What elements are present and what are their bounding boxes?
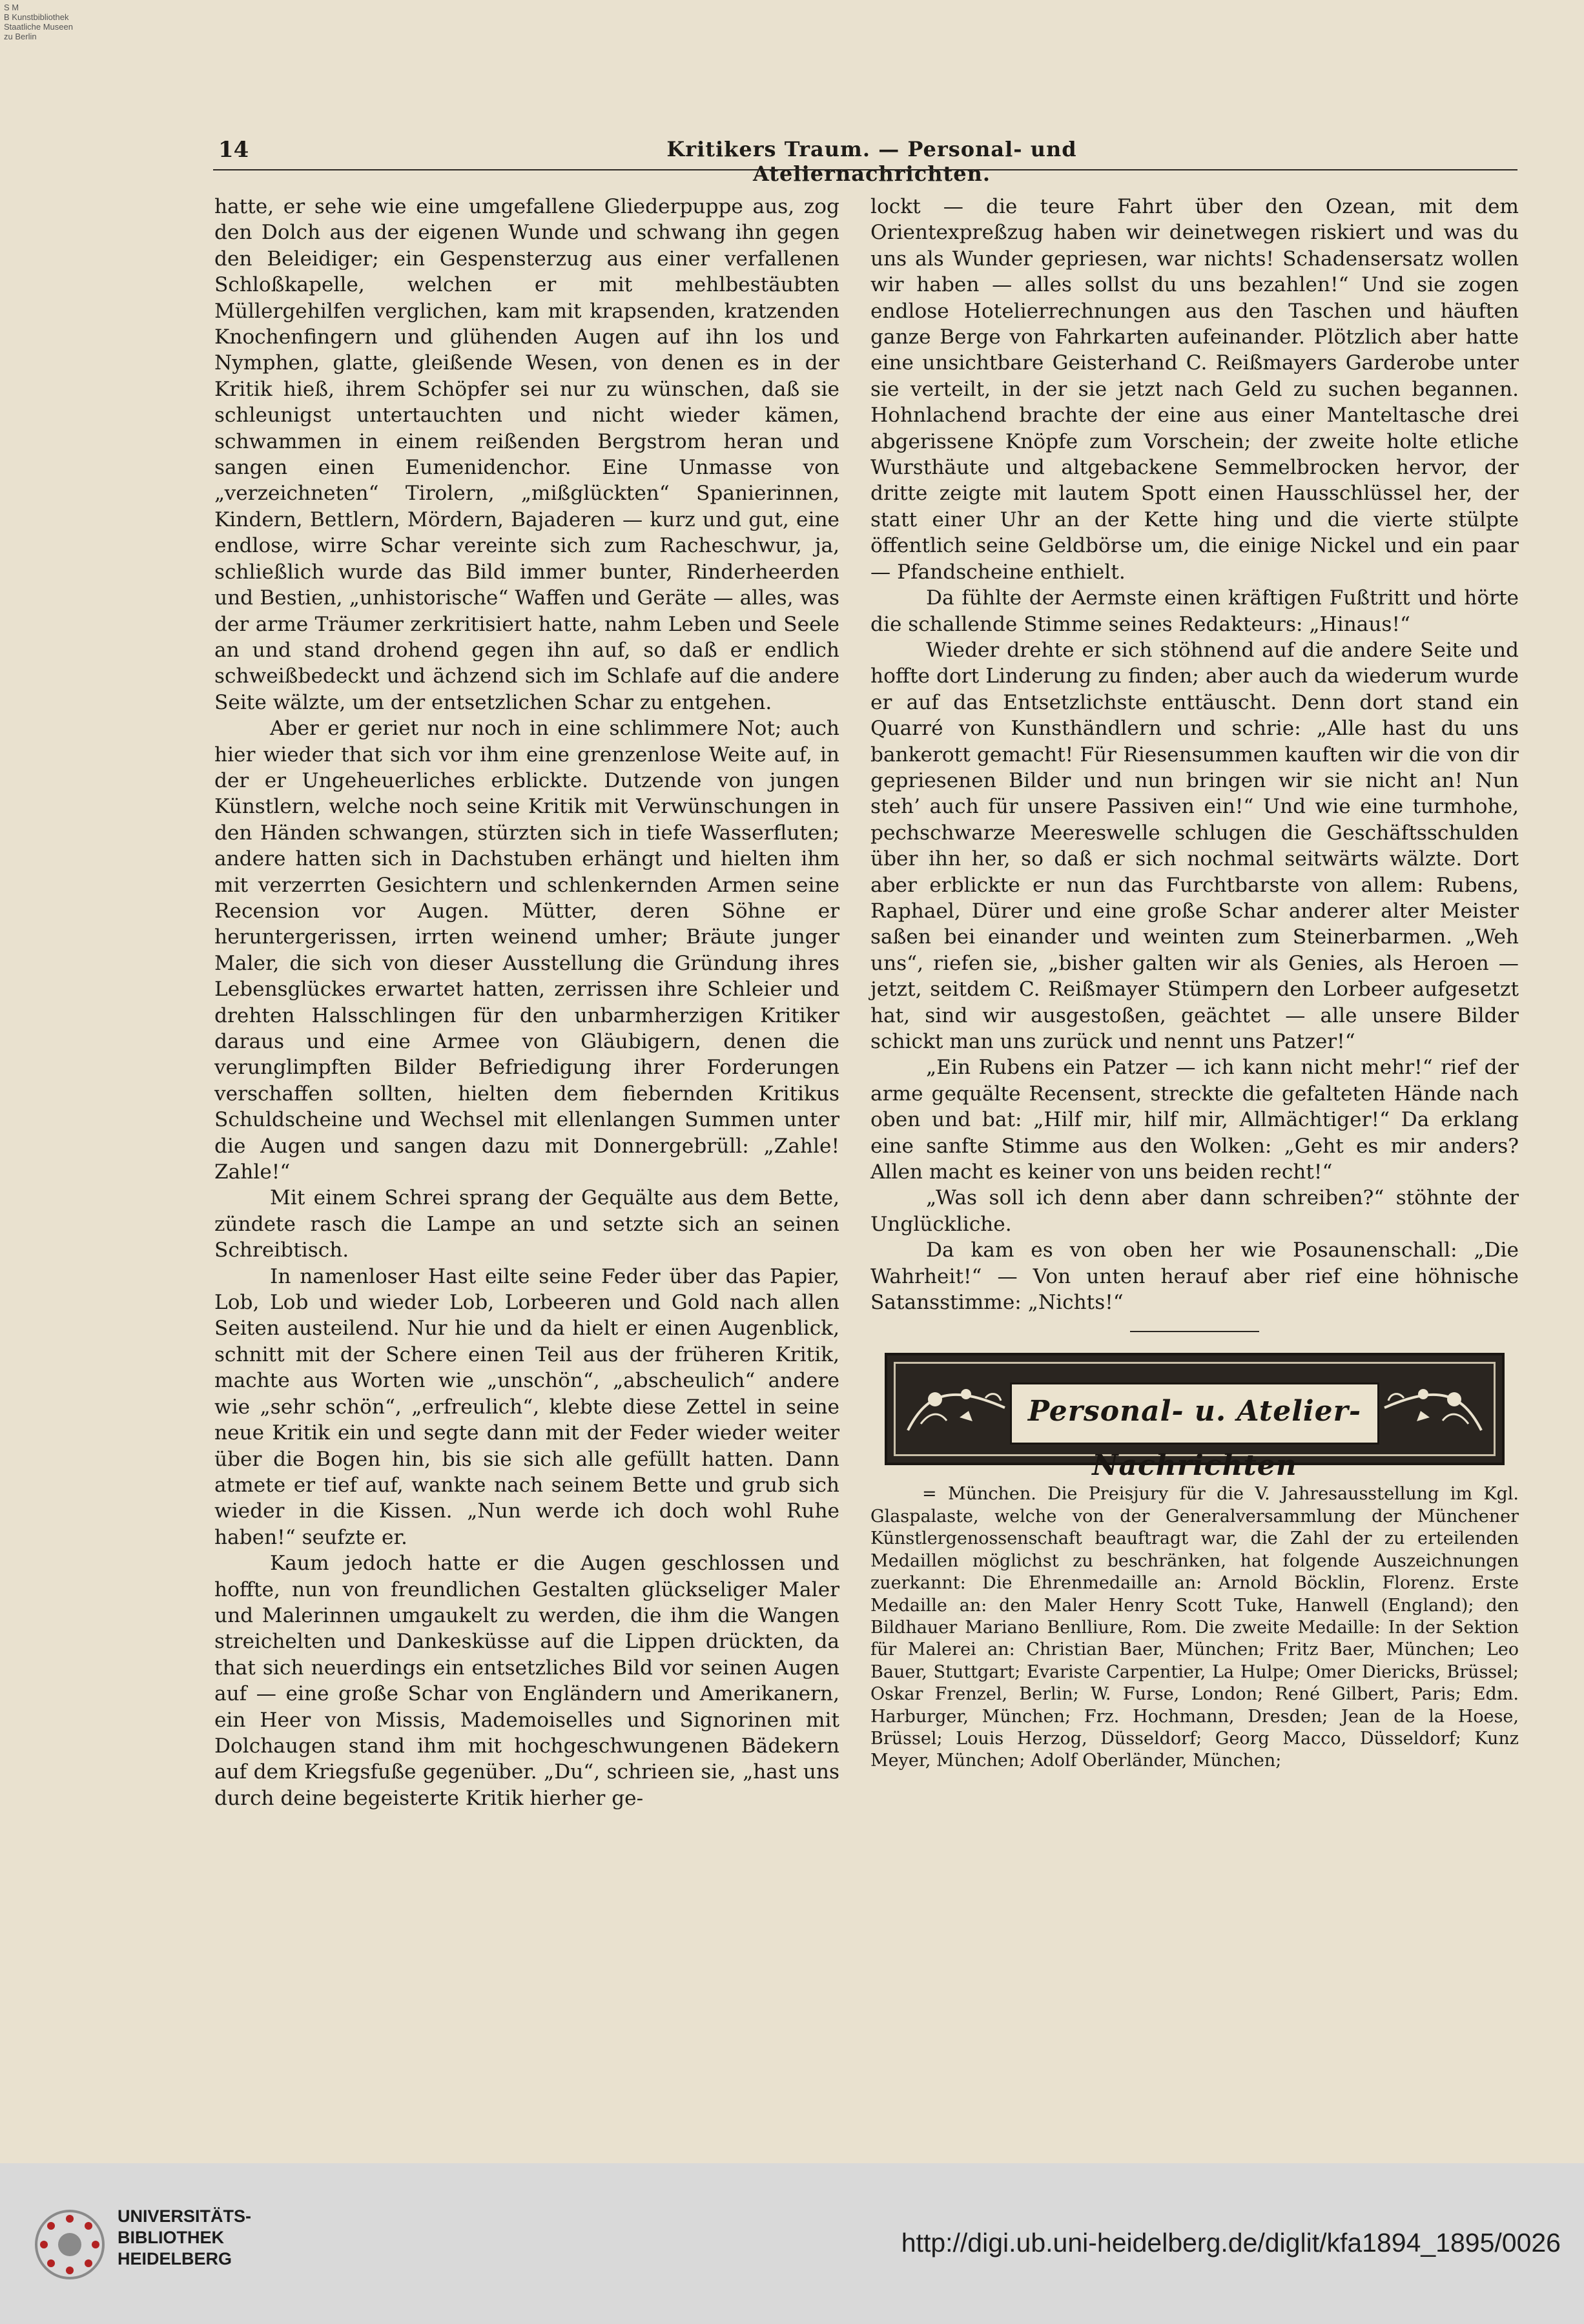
paragraph: hatte, er sehe wie eine umgefallene Gliederpuppe aus, zog den Dolch aus der eigenen Wunde und schwang ihn gegen den Beleidiger; ein Gespensterzug aus einer verfallenen Schloßkapelle, welchen er mit mehlbestäubten Müllergehilfen verglichen, kam mit krapsenden, kratzenden Knochenfingern und glühenden Augen auf ihn los und Nymphen, glatte, gleißende Wesen, von denen es in der Kritik hieß, ihrem Schöpfer sei nur zu wünschen, daß sie schleunigst untertauchten und nicht wieder kämen, schwammen in einem reißenden Bergstrom heran und sangen einen Eumenidenchor. Eine Unmasse von „verzeichneten“ Tirolern, „mißglückten“ Spanierinnen, Kindern, Bettlern, Mördern, Bajaderen — kurz und gut, eine endlose, wirre Schar vereinte sich zum Racheschwur, ja, schließlich wurde das Bild immer bunter, Rinderheerden und Bestien, „unhistorische“ Waffen und Geräte — alles, was der arme Träumer zerkritisiert hatte, nahm Leben und Seele an und stand drohend gegen ihn auf, so daß er endlich schweißbedeckt und ächzend sich im Schlafe auf die andere Seite wälzte, um der entsetzlichen Schar zu entgehen. xyxy=(214,195,839,714)
section-banner xyxy=(885,1353,1505,1483)
page-number: 14 xyxy=(218,137,249,163)
stamp-line: Staatliche Museen xyxy=(4,22,73,32)
running-title: Kritikers Traum. — Personal- und Ateliernachrichten. xyxy=(666,137,1077,186)
paragraph: Da fühlte der Aermste einen kräftigen Fußtritt und hörte die schallende Stimme seines Redakteurs: „Hinaus!“ xyxy=(870,586,1519,636)
paragraph: Aber er geriet nur noch in eine schlimmere Not; auch hier wieder that sich vor ihm eine grenzenlose Weite auf, in der er Ungeheuerliches erblickte. Dutzende von jungen Künstlern, welche noch seine Kritik mit Verwünschungen in den Händen schwangen, stürzten sich in tiefe Wasserfluten; andere hatten sich in Dachstuben erhängt und hielten ihm mit verzerrten Gesichtern und schlenkernden Armen seine Recension vor Augen. Mütter, deren Söhne er heruntergerissen, irrten weinend umher; Bräute junger Maler, die sich von dieser Ausstellung die Gründung ihres Lebensglückes erwartet hatten, zerrissen ihre Schleier und drehten Halsschlingen für den unbarmherzigen Kritiker daraus und eine Armee von Gläubigern, denen die verunglimpften Bilder Befriedigung ihrer Forderungen verschaffen sollten, hielten dem fiebernden Kritikus Schuldscheine und Wechsel mit ellenlangen Summen unter die Augen und sangen dazu mit Donnergebrüll: „Zahle! Zahle!“ xyxy=(214,717,839,1184)
paragraph: Wieder drehte er sich stöhnend auf die andere Seite und hoffte dort Linderung zu finden; aber auch da wiederum wurde er auf das Entsetzlichste enttäuscht. Denn dort stand ein Quarré von Kunsthändlern und schrie: „Alle hast du uns bankerott gemacht! Für Riesensummen kauften wir die von dir gepriesenen Bilder und nun bringen wir sie nicht an! Nun steh’ auch für unsere Passiven ein!“ Und wie eine turmhohe, pechschwarze Meereswelle schlugen die Geschäftsschulden über ihn her, so daß er sich nochmal seitwärts wälzte. Dort aber erblickte er nun das Furchtbarste von allem: Rubens, Raphael, Dürer und eine große Schar anderer alter Meister saßen bei einander und weinten zum Steinerbarmen. „Weh uns“, riefen sie, „bisher galten wir als Genies, als Heroen — jetzt, seitdem C. Reißmayer Stümpern den Lorbeer aufgesetzt hat, sind wir ausgestoßen, geächtet — alle unsere Bilder schickt man uns zurück und nennt uns Patzer!“ xyxy=(870,638,1519,1053)
library-name xyxy=(118,2206,251,2270)
paragraph: In namenloser Hast eilte seine Feder über das Papier, Lob, Lob und wieder Lob, Lorbeeren und Gold nach allen Seiten austeilend. Nur hie und da hielt er einen Augenblick, schnitt mit der Schere einen Teil aus der früheren Kritik, machte aus Worten wie „unschön“, „abscheulich“ andere wie „sehr schön“, „erfreulich“, klebte diese Zettel in seine neue Kritik ein und segte dann mit der Feder wieder weiter über die Bogen hin, bis sie sich alle gefüllt hatten. Dann atmete er tief auf, wankte nach seinem Bette und grub sich wieder in die Kissen. „Nun werde ich doch wohl Ruhe haben!“ seufzte er. xyxy=(214,1264,839,1549)
news-section xyxy=(870,1483,1519,1772)
library-name-line: BIBLIOTHEK xyxy=(118,2228,224,2247)
right-column xyxy=(870,194,1519,1773)
section-separator xyxy=(1130,1331,1259,1332)
library-name-line: HEIDELBERG xyxy=(118,2249,232,2268)
paragraph: Da kam es von oben her wie Posaunenschall: „Die Wahrheit!“ — Von unten herauf aber rief eine höhnische Satansstimme: „Nichts!“ xyxy=(870,1239,1519,1315)
library-name-line: UNIVERSITÄTS- xyxy=(118,2206,252,2226)
university-logo-icon xyxy=(34,2208,106,2281)
footer-bar xyxy=(0,2163,1584,2324)
banner-title: Personal- u. Atelier-Nachrichten xyxy=(1010,1383,1379,1445)
paragraph: „Was soll ich denn aber dann schreiben?“ stöhnte der Unglückliche. xyxy=(870,1186,1519,1236)
header-rule xyxy=(213,169,1517,170)
stamp-line: zu Berlin xyxy=(4,32,37,41)
stamp-line: S M xyxy=(4,3,19,12)
floral-ornament-icon xyxy=(1378,1372,1488,1443)
paragraph: Kaum jedoch hatte er die Augen geschlossen und hoffte, nun von freundlichen Gestalten glückseliger Maler und Malerinnen umgaukelt zu werden, die ihm die Wangen streichelten und Dankesküsse auf die Lippen drückten, da that sich neuerdings ein entsetzliches Bild vor seinen Augen auf — eine große Schar von Engländern und Amerikanern, ein Heer von Missis, Mademoiselles und Signorinen mit Dolchaugen stand ihm mit hochgeschwungenen Bädekern auf dem Kriegsfuße gegenüber. „Du“, schrieen sie, „hast uns durch deine begeisterte Kritik hierher ge- xyxy=(214,1552,839,1810)
left-column xyxy=(214,194,839,1811)
stamp-line: B Kunstbibliothek xyxy=(4,12,69,22)
paragraph: „Ein Rubens ein Patzer — ich kann nicht mehr!“ rief der arme gequälte Recensent, streckte die gefalteten Hände nach oben und bat: „Hilf mir, hilf mir, Allmächtiger!“ Da erklang eine sanfte Stimme aus den Wolken: „Geht es mir anders? Allen macht es keiner von uns beiden recht!“ xyxy=(870,1056,1519,1184)
library-stamp xyxy=(4,3,101,41)
paragraph: Mit einem Schrei sprang der Gequälte aus dem Bette, zündete rasch die Lampe an und setzte sich an seinen Schreibtisch. xyxy=(214,1186,839,1262)
news-paragraph: = München. Die Preisjury für die V. Jahresausstellung im Kgl. Glaspalaste, welche von der Generalversammlung der Münchener Künstlergenossenschaft beauftragt war, die Zahl der zu erteilenden Medaillen möglichst zu beschränken, hat folgende Auszeichnungen zuerkannt: Die Ehrenmedaille an: Arnold Böcklin, Florenz. Erste Medaille an: den Maler Henry Scott Tuke, Hanwell (England); den Bildhauer Mariano Benlliure, Rom. Die zweite Medaille: In der Sektion für Malerei an: Christian Baer, München; Fritz Baer, München; Leo Bauer, Stuttgart; Evariste Carpentier, La Hulpe; Omer Diericks, Brüssel; Oskar Frenzel, Berlin; W. Furse, London; René Gilbert, Paris; Edm. Harburger, München; Frz. Hochmann, Dresden; Jean de la Hoese, Brüssel; Louis Herzog, Düsseldorf; Georg Macco, Düsseldorf; Kunz Meyer, München; Adolf Oberländer, München; xyxy=(870,1484,1519,1771)
paragraph: lockt — die teure Fahrt über den Ozean, mit dem Orientexpreßzug haben wir deinetwegen riskiert und was du uns als Wunder gepriesen, war nichts! Schadensersatz wollen wir haben — alles sollst du uns bezahlen!“ Und sie zogen endlose Hotelierrechnungen aus den Taschen und häuften ganze Berge von Fahrkarten aufeinander. Plötzlich aber hatte eine unsichtbare Geisterhand C. Reißmayers Garderobe unter sie verteilt, in der sie jetzt nach Geld zu suchen begannen. Hohnlachend brachte der eine aus einer Manteltasche drei abgerissene Knöpfe zum Vorschein; der zweite holte etliche Wursthäute und altgebackene Semmelbrocken hervor, der dritte zeigte mit lautem Spott einen Hausschlüssel her, der statt einer Uhr an der Kette hing und die vierte stülpte öffentlich seine Geldbörse um, die einige Nickel und ein paar — Pfandscheine enthielt. xyxy=(870,195,1519,584)
floral-ornament-icon xyxy=(901,1372,1011,1443)
source-url-link[interactable]: http://digi.ub.uni-heidelberg.de/diglit/kfa1894_1895/0026 xyxy=(901,2228,1561,2257)
